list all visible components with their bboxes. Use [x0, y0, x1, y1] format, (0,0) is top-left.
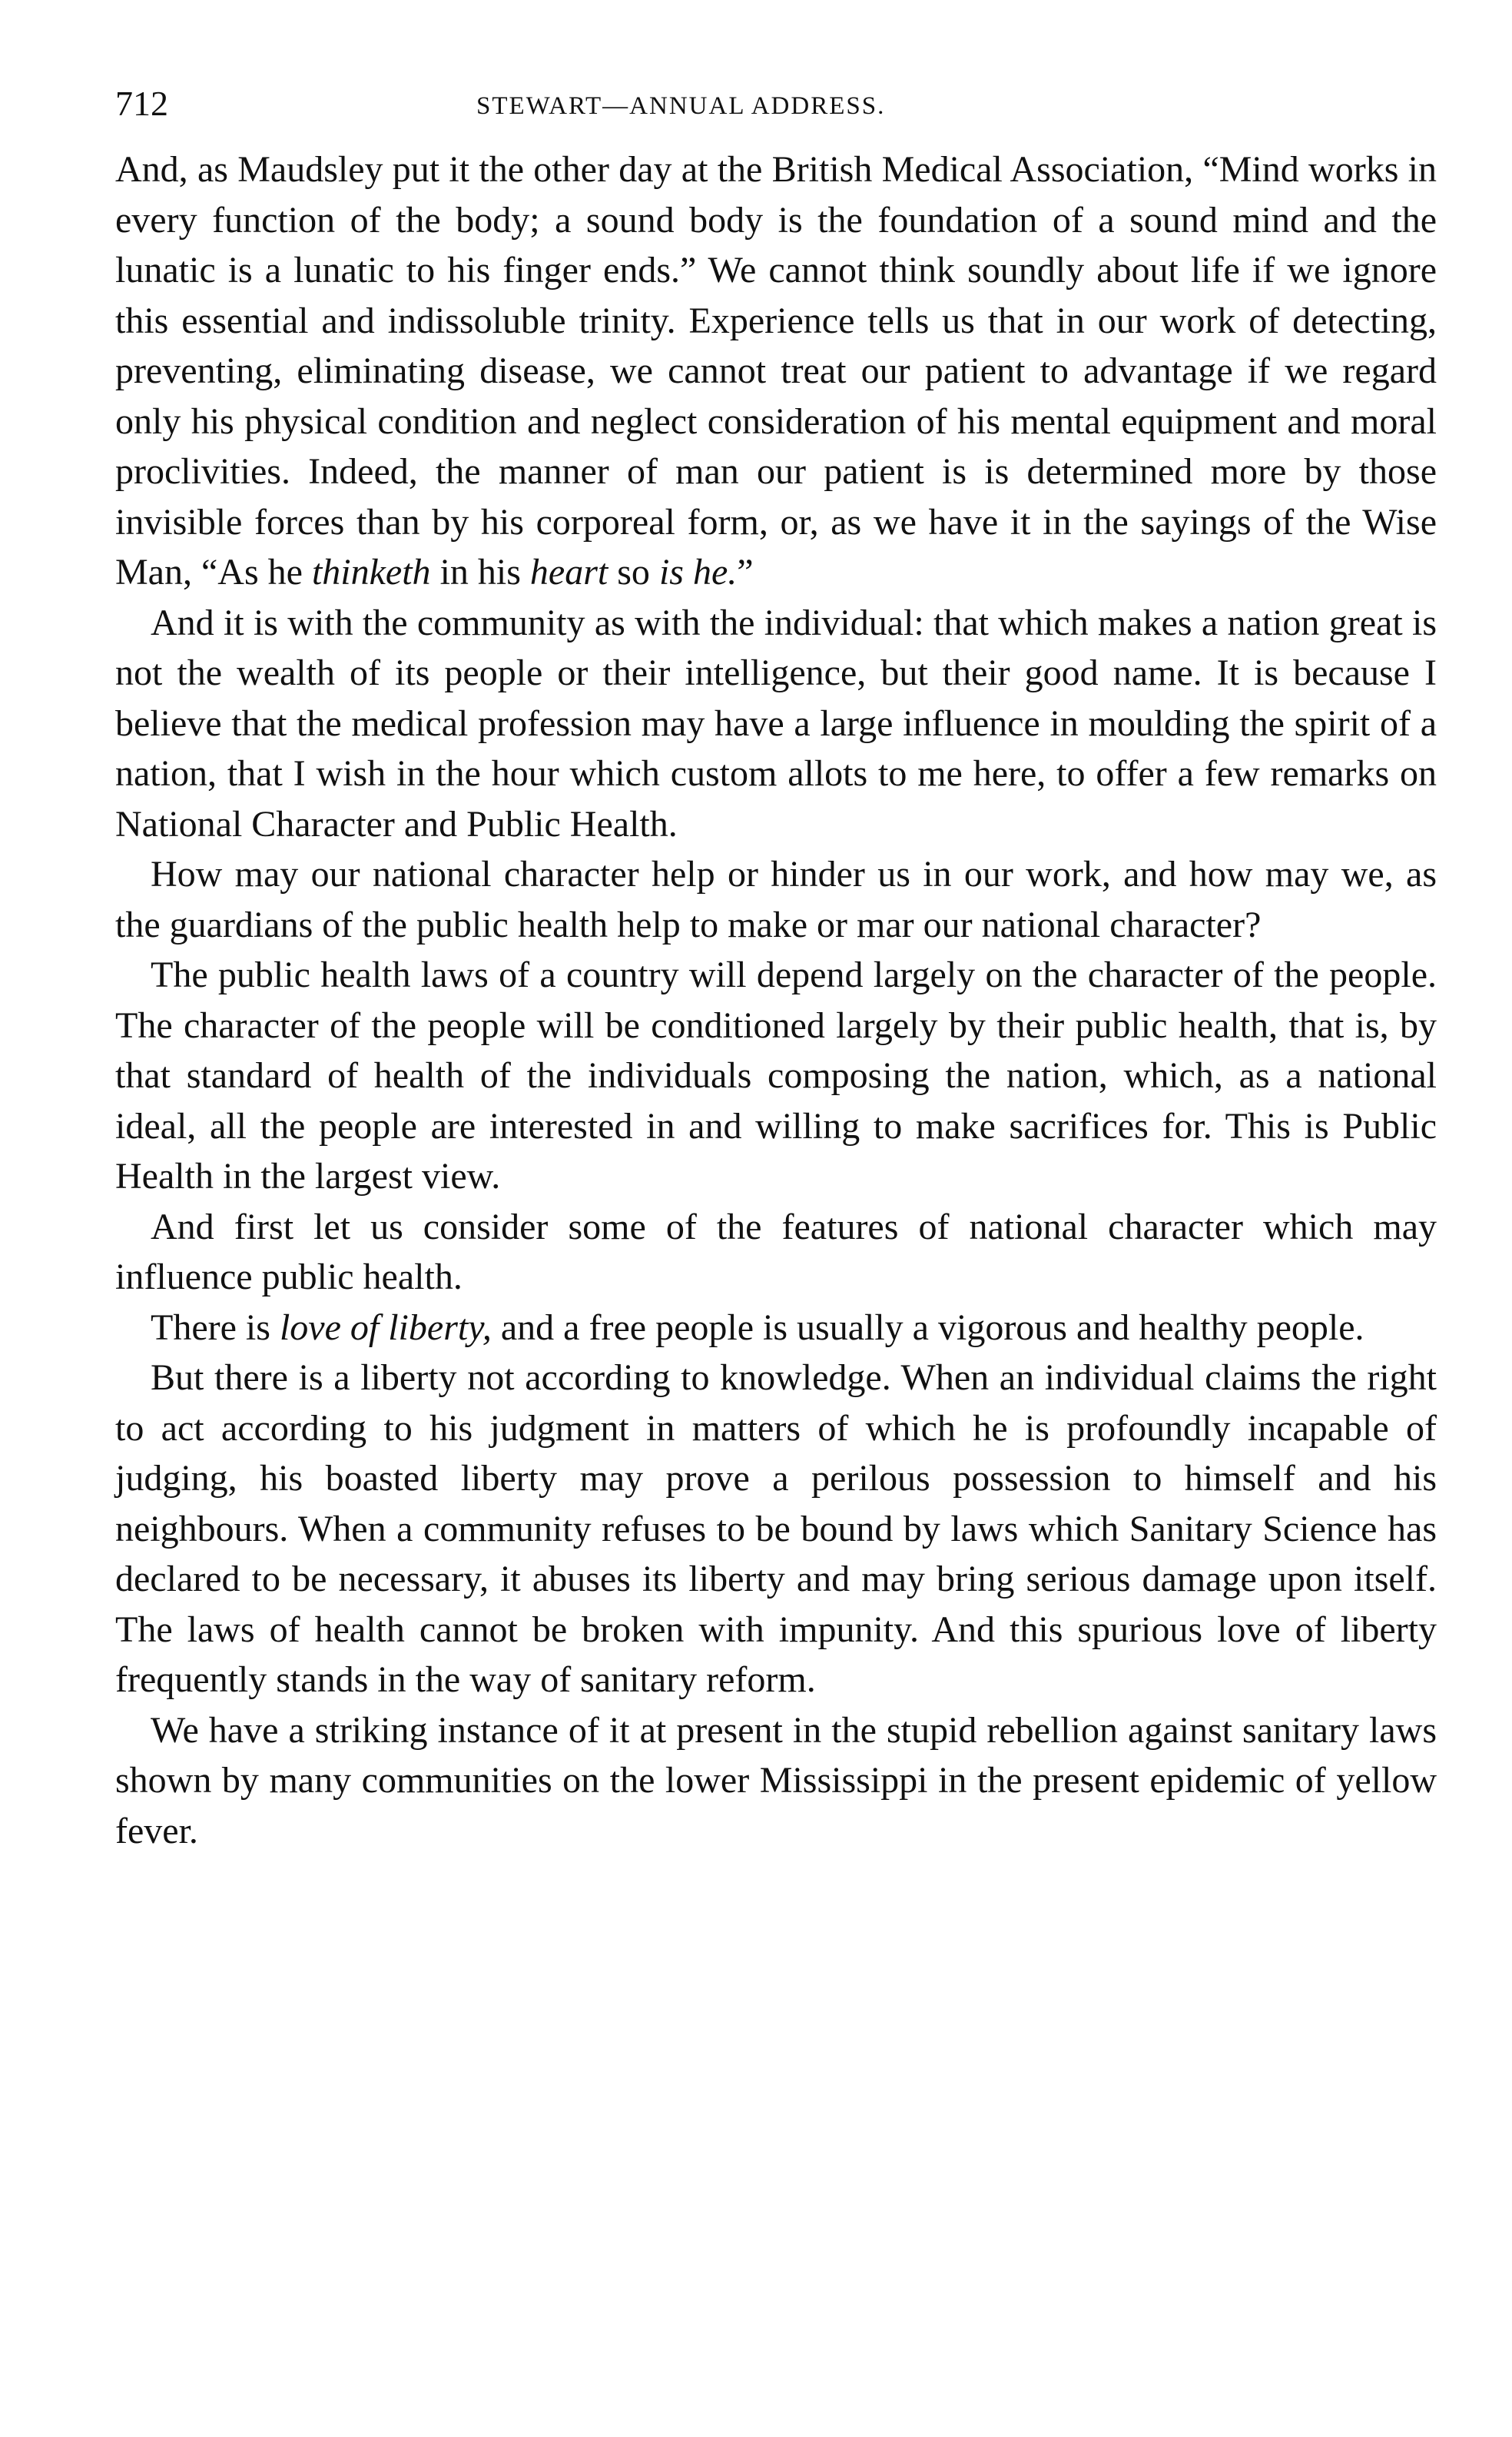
paragraph-2: And it is with the community as with the individual: that which makes a nation great is not the wealth of its people or their intelligence, but their good name. It is because I believe that the medical profession may have a large influence in moulding the spirit of a nation, that I wish in the hour which custom allots to me here, to offer a few remarks on National Character and Public Health.	[115, 602, 1437, 845]
paragraph-5: And first let us consider some of the features of national character which may influence public health.	[115, 1206, 1437, 1297]
paragraph-1-text-2: in his	[430, 552, 530, 593]
paragraph-7: But there is a liberty not according to knowledge. When an individual claims the right to act according to his judgment in matters of which he is profoundly incapable of judging, his boasted liberty may prove a perilous possession to himself and his neighbours. When a community refuses to be bound by laws which Sanitary Science has declared to be necessary, it abuses its liberty and may bring serious damage upon itself. The laws of health cannot be broken with impunity. And this spurious love of liberty frequently stands in the way of sanitary reform.	[115, 1357, 1437, 1700]
paragraph-1-text-4: ”	[737, 552, 754, 593]
body-text	[115, 144, 1437, 1856]
paragraph-6	[115, 1303, 1437, 1353]
page-number: 712	[115, 84, 168, 123]
paragraph-1-italic-thinketh: thinketh	[311, 552, 431, 593]
paragraph-8: We have a striking instance of it at present in the stupid rebellion against sanitary laws shown by many communities on the lower Mississippi in the present epidemic of yellow fever.	[115, 1709, 1437, 1851]
book-page	[115, 85, 1437, 1856]
paragraph-4: The public health laws of a country will depend largely on the character of the people. The character of the people will be conditioned largely by their public health, that is, by that standard of health of the individuals composing the nation, which, as a national ideal, all the people are interested in and willing to make sacrifices for. This is Public Health in the largest view.	[115, 955, 1437, 1197]
paragraph-6-italic-love-of-liberty: love of liberty,	[279, 1306, 492, 1348]
paragraph-1-text: And, as Maudsley put it the other day at the British Medical Association, “Mind works in every function of the body; a sound body is the foundation of a sound mind and the lunatic is a lunatic to his finger ends.” We cannot think soundly about life if we ignore this essential and indissoluble trinity. Experience tells us that in our work of detecting, preventing, eliminating disease, we cannot treat our patient to advantage if we regard only his physical condition and neglect consideration of his mental equipment and moral proclivities. Indeed, the manner of man our patient is is determined more by those invisible forces than by his corporeal form, or, as we have it in the sayings of the Wise Man, “As he	[115, 149, 1437, 593]
paragraph-3: How may our national character help or hinder us in our work, and how may we, as the guardians of the public health help to make or mar our national character?	[115, 854, 1437, 945]
paragraph-1	[115, 144, 1437, 598]
running-head	[115, 85, 1437, 138]
paragraph-1-italic-heart: heart	[529, 552, 608, 593]
paragraph-1-text-3: so	[608, 552, 659, 593]
paragraph-6-text: There is	[151, 1306, 280, 1348]
paragraph-6-text-2: and a free people is usually a vigorous and healthy people.	[491, 1306, 1364, 1348]
running-title: STEWART—ANNUAL ADDRESS.	[476, 92, 886, 120]
paragraph-1-italic-is-he: is he.	[658, 552, 738, 593]
